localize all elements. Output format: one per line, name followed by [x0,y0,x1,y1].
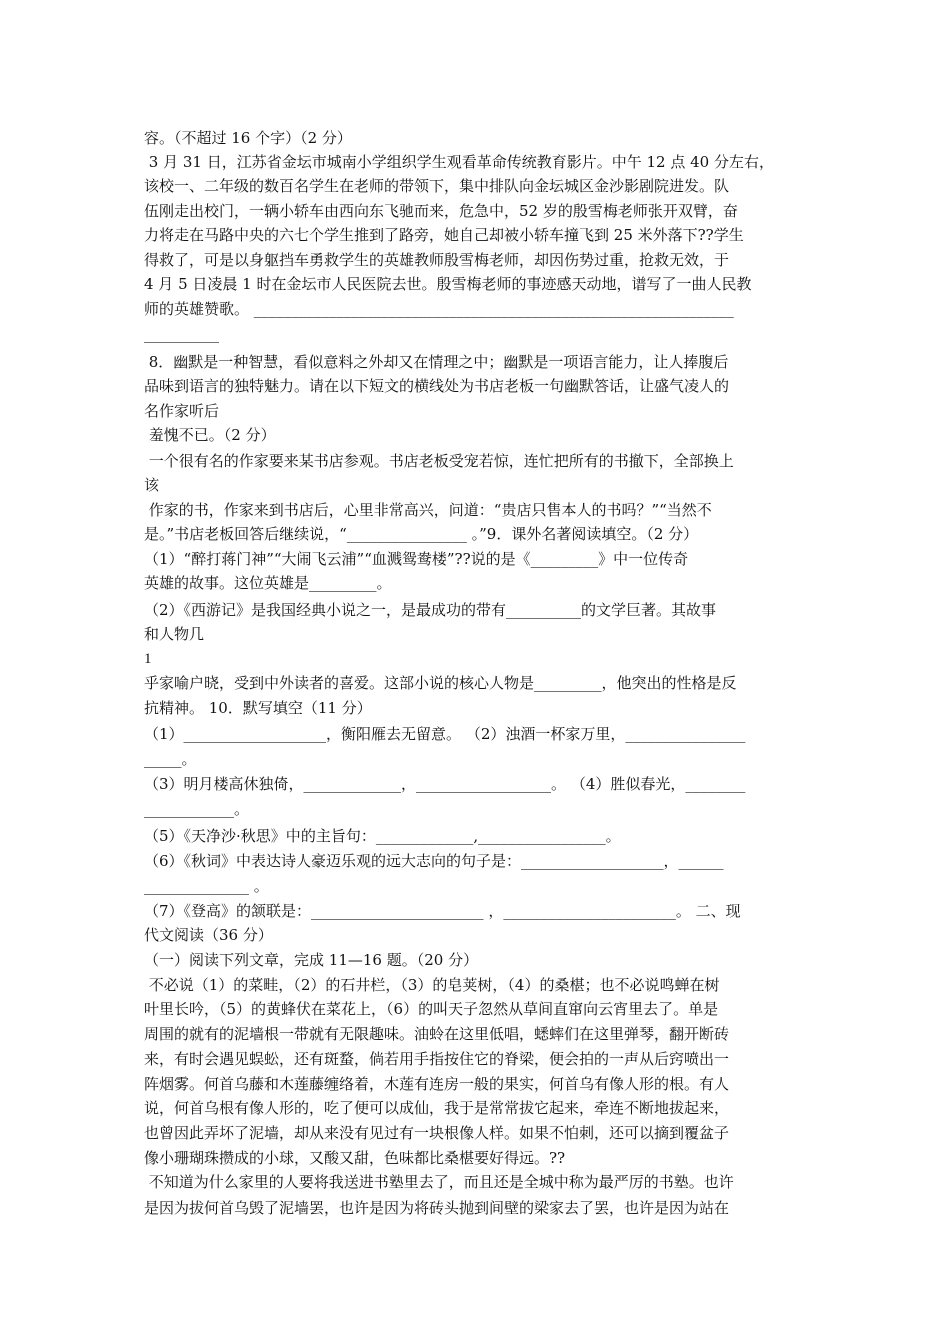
text-line: _____。 [144,750,197,768]
text-line: （5）《天净沙·秋思》中的主旨句：_____________,_________________。 [144,827,621,845]
text-line: 不必说（1）的菜畦，（2）的石井栏，（3）的皂荚树，（4）的桑椹；也不必说鸣蝉在树 [144,976,720,994]
text-line: 得救了，可是以身躯挡车勇救学生的英雄教师殷雪梅老师，却因伤势过重，抢救无效，于 [144,251,730,269]
text-line: 3 月 31 日，江苏省金坛市城南小学组织学生观看革命传统教育影片。中午 12 点 40 分左右， [144,153,774,171]
text-line: 一个很有名的作家要来某书店参观。书店老板受宠若惊，连忙把所有的书撤下，全部换上 [144,452,734,470]
text-line: （一）阅读下列文章，完成 11—16 题。（20 分） [144,951,479,969]
text-line: 来，有时会遇见蜈蚣，还有斑蝥，倘若用手指按住它的脊梁，便会拍的一声从后窍喷出一 [144,1050,730,1068]
text-line: 该 [144,476,160,494]
text-line: 8．幽默是一种智慧，看似意料之外却又在情理之中；幽默是一项语言能力，让人捧腹后 [144,353,729,371]
text-line: 乎家喻户晓，受到中外读者的喜爱。这部小说的核心人物是_________，他突出的性格是反 [144,674,737,692]
text-line: 羞愧不已。（2 分） [144,426,276,444]
text-line: 4 月 5 日凌晨 1 时在金坛市人民医院去世。殷雪梅老师的事迹感天动地，谱写了一曲人民教 [144,275,752,293]
text-line: 该校一、二年级的数百名学生在老师的带领下，集中排队向金坛城区金沙影剧院进发。队 [144,177,730,195]
text-line: ____________。 [144,800,250,818]
text-line: （1）___________________，衡阳雁去无留意。 （2）浊酒一杯家万里，________________ [144,725,746,743]
text-line: 和人物几 [144,625,205,643]
text-line: 伍刚走出校门，一辆小轿车由西向东飞驰而来，危急中，52 岁的殷雪梅老师张开双臂，奋 [144,202,738,220]
text-line: （3）明月楼高休独倚，_____________，__________________。 （4）胜似春光，________ [144,775,746,793]
text-line [144,1221,816,1245]
text-line: 力将走在马路中央的六七个学生推到了路旁，她自己却被小轿车撞飞到 25 米外落下??学生 [144,226,744,244]
text-line: （1）“醉打蒋门神”“大闹飞云浦”“血溅鸳鸯楼”??说的是《_________》中一位传奇 [144,550,689,568]
text-line: 代文阅读（36 分） [144,926,273,944]
text-line: __________ [144,325,219,343]
text-line: 师的英雄赞歌。 ________________________________________________________________ [144,300,734,318]
text-line: 抗精神。 10．默写填空（11 分） [144,699,372,717]
text-line: ______________ 。 [144,877,269,895]
page-number: 1 [144,651,152,667]
text-line: 说，何首乌根有像人形的，吃了便可以成仙，我于是常常拔它起来，牵连不断地拔起来， [144,1099,730,1117]
text-line: （7）《登高》的颔联是：_______________________ ，_______________________。 二、现 [144,902,741,920]
text-line: 是因为拔何首乌毁了泥墙罢，也许是因为将砖头抛到间壁的梁家去了罢，也许是因为站在 [144,1199,730,1217]
text-line: 也曾因此弄坏了泥墙，却从来没有见过有一块根像人样。如果不怕刺，还可以摘到覆盆子 [144,1124,730,1142]
text-line: 阵烟雾。何首乌藤和木莲藤缠络着，木莲有连房一般的果实，何首乌有像人形的根。有人 [144,1075,730,1093]
text-line: 英雄的故事。这位英雄是_________。 [144,574,392,592]
text-line: （2）《西游记》是我国经典小说之一，是最成功的带有__________的文学巨著。其故事 [144,601,717,619]
text-line: 名作家听后 [144,402,220,420]
text-line: 品味到语言的独特魅力。请在以下短文的横线处为书店老板一句幽默答话，让盛气凌人的 [144,377,730,395]
text-line: 像小珊瑚珠攒成的小球，又酸又甜，色味都比桑椹要好得远。?? [144,1149,566,1167]
text-line: 叶里长吟，（5）的黄蜂伏在菜花上，（6）的叫天子忽然从草间直窜向云宵里去了。单是 [144,1000,719,1018]
text-line: 周围的就有的泥墙根一带就有无限趣味。油蛉在这里低唱，蟋蟀们在这里弹琴，翻开断砖 [144,1025,730,1043]
text-line: 不知道为什么家里的人要将我送进书塾里去了，而且还是全城中称为最严厉的书塾。也许 [144,1173,734,1191]
text-line: 是。”书店老板回答后继续说，“________________ 。”9．课外名著阅读填空。（2 分） [144,525,699,543]
text-line: （6）《秋词》中表达诗人豪迈乐观的远大志向的句子是：___________________，______ [144,852,724,870]
text-line: 容。（不超过 16 个字）（2 分） [144,129,352,147]
text-line: 作家的书，作家来到书店后，心里非常高兴，问道：“贵店只售本人的书吗？”“当然不 [144,501,712,519]
